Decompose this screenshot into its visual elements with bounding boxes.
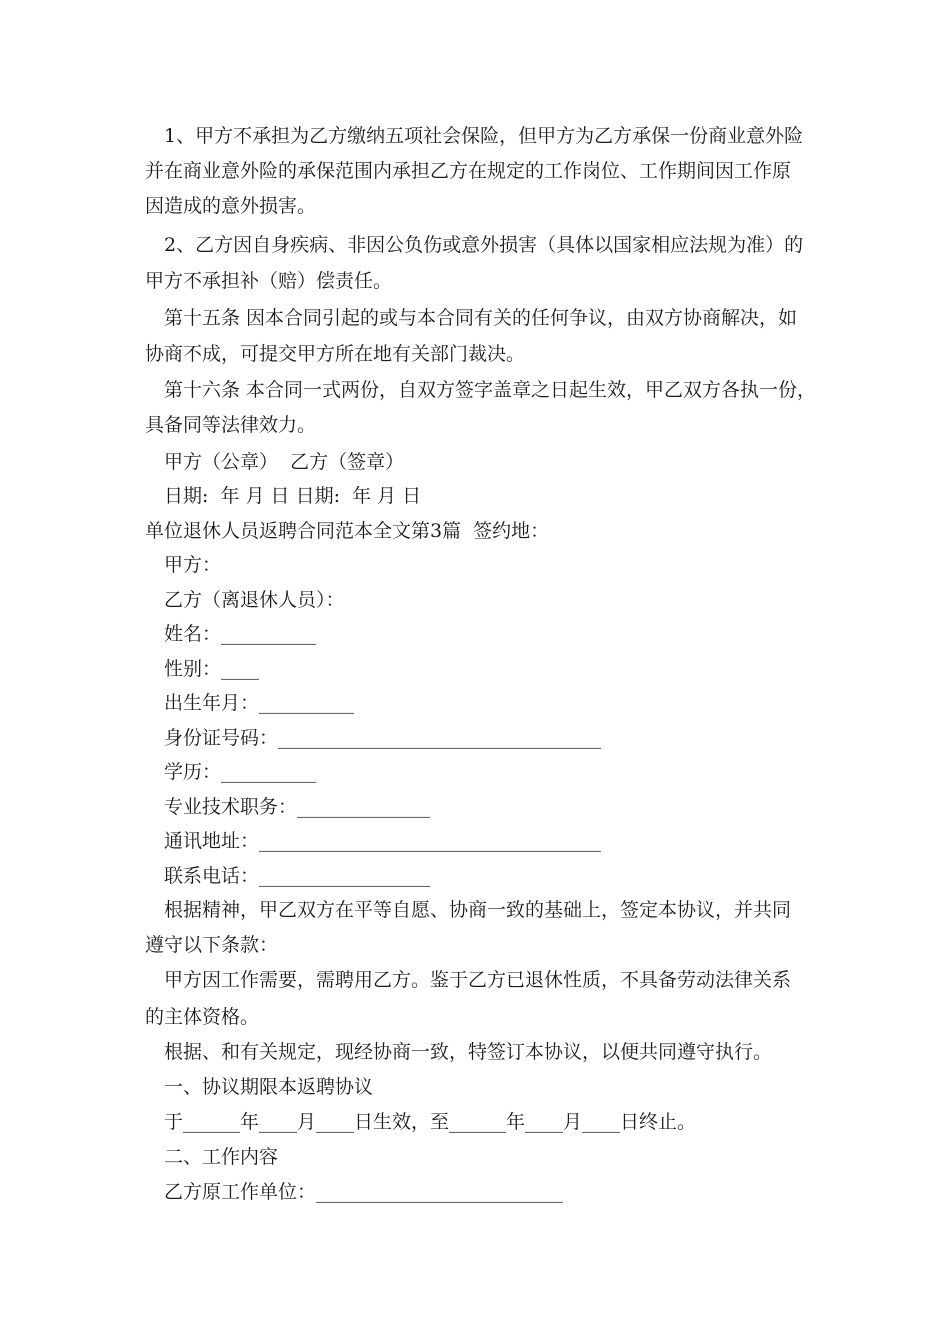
form-field-title: 专业技术职务：______________ [164, 796, 431, 818]
paragraph-line: 1、甲方不承担为乙方缴纳五项社会保险，但甲方为乙方承保一份商业意外险 [164, 125, 804, 147]
form-field-phone: 联系电话：__________________ [164, 865, 431, 887]
form-field-gender: 性别：____ [164, 658, 260, 680]
paragraph-line: 根据精神，甲乙双方在平等自愿、协商一致的基础上，签定本协议，并共同 [164, 899, 792, 921]
form-field-name: 姓名：__________ [164, 623, 317, 645]
signature-line: 甲方（公章） 乙方（签章） [164, 451, 405, 473]
paragraph-line: 因造成的意外损害。 [145, 195, 317, 217]
form-field-employer: 乙方原工作单位：__________________________ [164, 1181, 564, 1203]
section-heading: 一、协议期限本返聘协议 [164, 1076, 374, 1098]
paragraph-line: 具备同等法律效力。 [145, 414, 317, 436]
form-field-education: 学历：__________ [164, 761, 317, 783]
form-field-address: 通讯地址：____________________________________ [164, 830, 602, 852]
form-field: 甲方： [164, 554, 222, 576]
date-line: 日期: 年 月 日 日期: 年 月 日 [164, 485, 422, 507]
paragraph-line: 第十六条 本合同一式两份，自双方签字盖章之日起生效，甲乙双方各执一份， [164, 379, 817, 401]
section-heading: 二、工作内容 [164, 1146, 279, 1168]
paragraph-line: 第十五条 因本合同引起的或与本合同有关的任何争议，由双方协商解决，如 [164, 307, 798, 329]
form-field: 乙方（离退休人员）： [164, 589, 345, 611]
paragraph-line: 协商不成，可提交甲方所在地有关部门裁决。 [145, 343, 526, 365]
term-line: 于______年____月____日生效，至______年____月____日终止。 [164, 1111, 697, 1133]
paragraph-line: 2、乙方因自身疾病、非因公负伤或意外损害（具体以国家相应法规为准）的 [164, 234, 804, 256]
paragraph-line: 的主体资格。 [145, 1006, 260, 1028]
section-heading: 单位退休人员返聘合同范本全文第3篇 签约地： [145, 520, 550, 542]
paragraph-line: 甲方因工作需要，需聘用乙方。鉴于乙方已退休性质，不具备劳动法律关系 [164, 969, 792, 991]
form-field-birth: 出生年月：__________ [164, 692, 355, 714]
form-field-id-number: 身份证号码：__________________________________ [164, 727, 602, 749]
paragraph-line: 遵守以下条款： [145, 934, 279, 956]
paragraph-line: 并在商业意外险的承保范围内承担乙方在规定的工作岗位、工作期间因工作原 [145, 160, 792, 182]
paragraph-line: 根据、和有关规定，现经协商一致，特签订本协议，以便共同遵守执行。 [164, 1041, 773, 1063]
paragraph-line: 甲方不承担补（赔）偿责任。 [145, 270, 393, 292]
